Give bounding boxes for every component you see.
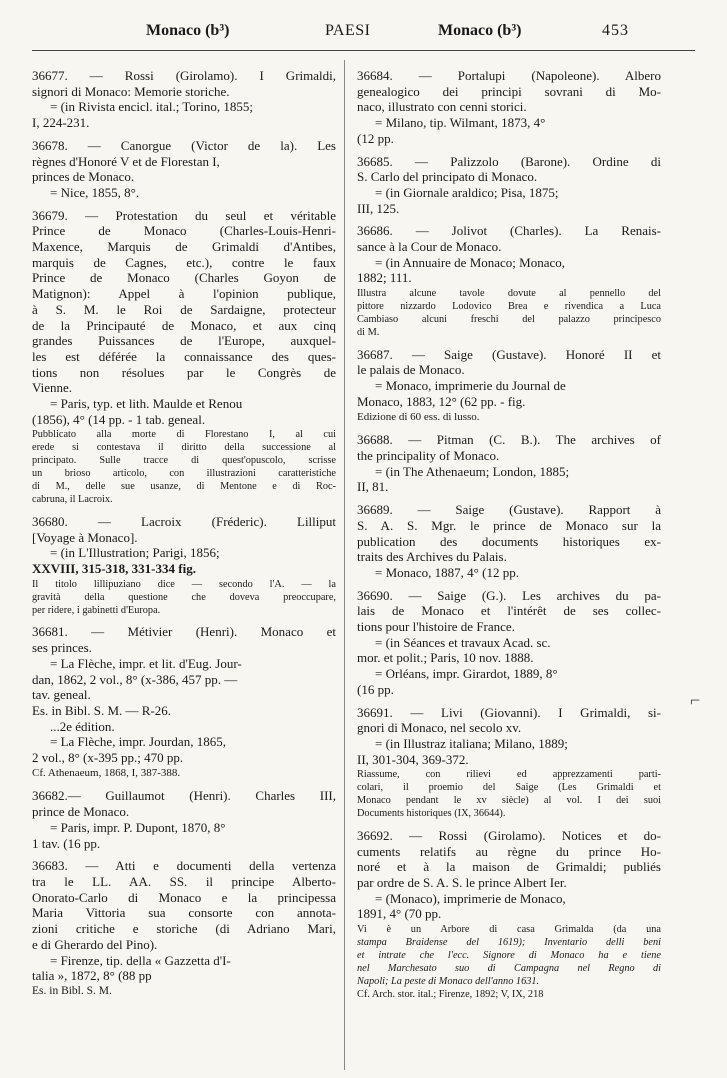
entry-line: à S. M. le Roi de Sardaigne, protecteur (32, 301, 336, 317)
entry-36679 (32, 208, 336, 507)
note-line: Napoli; La peste di Monaco dell'anno 1631. (357, 975, 540, 987)
entry-line: = Milano, tip. Wilmant, 1873, 4° (375, 115, 546, 131)
margin-pencil-mark: ⌐ (690, 690, 701, 710)
entry-line: = (Monaco), imprimerie de Monaco, (375, 890, 566, 906)
header-left-title: Monaco (b³) (146, 22, 230, 39)
entry-line: 36684. — Portalupi (Napoleone). Albero (357, 68, 661, 83)
entry-line: cuments relatifs au règne du prince Ho- (357, 843, 661, 859)
entry-line: Prince de Monaco (Charles-Louis-Henri- (32, 223, 336, 239)
entry-line: (12 pp. (357, 130, 394, 146)
entry-line: le palais de Monaco. (357, 362, 465, 378)
entry-line: publication des documents historiques ex- (357, 533, 661, 549)
entry-line: dan, 1862, 2 vol., 8° (x-386, 457 pp. — (32, 671, 238, 687)
note-line: cabruna, il Lacroix. (32, 494, 113, 505)
entry-36683 (32, 858, 336, 999)
entry-line: par ordre de S. A. S. le prince Albert Ier. (357, 875, 567, 891)
entry-line: (16 pp. (357, 681, 394, 697)
right-column (357, 68, 661, 1009)
entry-line: 36691. — Livi (Giovanni). I Grimaldi, si- (357, 704, 661, 720)
entry-line: II, 81. (357, 479, 389, 495)
entry-36691 (357, 705, 661, 821)
entry-line: Es. in Bibl. S. M. (32, 984, 112, 997)
entry-line: Maria Vittoria sua consorte con annota- (32, 905, 336, 921)
entry-note (357, 769, 661, 821)
entry-line: 36686. — Jolivot (Charles). La Renais- (357, 223, 661, 239)
entry-line: I, 224-231. (32, 115, 90, 131)
entry-line: 1891, 4° (70 pp. (357, 906, 442, 922)
entry-line: = Firenze, tip. della « Gazzetta d'I- (50, 952, 231, 968)
entry-line: tions pour l'histoire de France. (357, 619, 515, 635)
entry-line: Monaco, 1883, 12° (62 pp. - fig. (357, 393, 526, 409)
entry-36688 (357, 432, 661, 495)
note-line: et intrate che l'ecc. Signore di Monaco ha e tiene (357, 950, 661, 961)
entry-36690 (357, 588, 661, 698)
entry-line: règnes d'Honoré V et de Florestan I, (32, 153, 220, 169)
note-line: colari, il proemio del Saige (Les Grimaldi et (357, 782, 661, 794)
entry-line: 36677. — Rossi (Girolamo). I Grimaldi, (32, 68, 336, 83)
entry-line: [Voyage à Monaco]. (32, 529, 138, 545)
entry-line: = (in L'Illustration; Parigi, 1856; (50, 545, 220, 561)
entry-line: = Nice, 1855, 8°. (50, 184, 140, 200)
entry-line: 36685. — Palizzolo (Barone). Ordine di (357, 153, 661, 169)
entry-line: = Paris, impr. P. Dupont, 1870, 8° (50, 819, 226, 835)
entry-line: Prince de Monaco (Charles Goyon de (32, 270, 336, 286)
entry-line: zioni critiche e storiche (di Adriano Mari, (32, 921, 336, 937)
entry-line: the principality of Monaco. (357, 447, 500, 463)
entry-line: ...2e édition. (50, 718, 115, 734)
entry-line: mor. et polit.; Paris, 10 nov. 1888. (357, 650, 534, 666)
note-line: Riassume, con rilievi ed apprezzamenti parti- (357, 769, 661, 781)
entry-line: 36683. — Atti e documenti della vertenza (32, 858, 336, 874)
entry-line: prince de Monaco. (32, 804, 130, 820)
note-line: un brioso articolo, con illustrazioni caratteristiche (32, 468, 336, 480)
entry-line: marquis de Cagnes, etc.), contre le faux (32, 254, 336, 270)
running-header (0, 22, 727, 46)
entry-line: = (in Rivista encicl. ital.; Torino, 1855; (50, 99, 253, 115)
entry-line: = Monaco, imprimerie du Journal de (375, 378, 566, 394)
entry-36682 (32, 788, 336, 851)
entry-line: princes de Monaco. (32, 169, 135, 185)
note-line: Monaco pendant le xv siècle) al vol. I dei suoi (357, 795, 661, 807)
entry-line: genealogico dei principi sovrani di Mo- (357, 83, 661, 99)
entry-line: = (in Giornale araldico; Pisa, 1875; (375, 184, 559, 200)
entry-line: traits des Archives du Palais. (357, 549, 507, 565)
entry-line: noré et à la maison de Grimaldi; publiés (357, 859, 661, 875)
note-line: per ridere, i gabinetti d'Europa. (32, 604, 161, 616)
entry-line: gnori di Monaco, nel secolo xv. (357, 720, 522, 736)
entry-36687 (357, 347, 661, 426)
entry-line: = (in Séances et travaux Acad. sc. (375, 634, 551, 650)
note-line: di M., delle sue usanze, di Mentone e di Roc- (32, 481, 336, 493)
entry-line: 36680. — Lacroix (Fréderic). Lilliput (32, 513, 336, 529)
entry-note (357, 924, 661, 1001)
entry-line: = Paris, typ. et lith. Maulde et Renou (50, 396, 243, 412)
entry-36678 (32, 138, 336, 201)
entry-line: Onorato-Carlo di Monaco e la principessa (32, 889, 336, 905)
note-line: gravità della questione che doveva preoccupare, (32, 591, 336, 603)
page-number: 453 (602, 22, 629, 39)
entry-36680 (32, 514, 336, 618)
entry-line: III, 125. (357, 200, 400, 216)
entry-36684 (357, 68, 661, 147)
column-divider (344, 60, 345, 1070)
entry-36681 (32, 624, 336, 781)
header-right-title: Monaco (b³) (438, 22, 522, 39)
entry-line: 36692. — Rossi (Girolamo). Notices et do- (357, 827, 661, 843)
entry-line: S. Carlo del principato di Monaco. (357, 169, 538, 185)
entry-line: 36690. — Saige (G.). Les archives du pa- (357, 587, 661, 603)
entry-line: = (in Annuaire de Monaco; Monaco, (375, 254, 566, 270)
entry-line: sance à la Cour de Monaco. (357, 239, 502, 255)
note-line: Documents historiques (IX, 36644). (357, 808, 506, 820)
entry-line: 36687. — Saige (Gustave). Honoré II et (357, 346, 661, 362)
entry-line: 1882; 111. (357, 270, 412, 286)
entry-line: les est déférée la connaissance des ques- (32, 348, 336, 364)
entry-line: Es. in Bibl. S. M. — R-26. (32, 702, 172, 718)
entry-line: de la Principauté de Monaco, et aux cinq (32, 317, 336, 333)
entry-line: tra le LL. AA. SS. il principe Alberto- (32, 873, 336, 889)
entry-line: ses princes. (32, 640, 92, 656)
entry-line: talia », 1872, 8° (88 pp (32, 968, 152, 984)
note-line: di M. (357, 326, 380, 338)
entry-note (32, 429, 336, 506)
entry-line: grandes Puissances de l'Europe, auxquel- (32, 333, 336, 349)
entry-line: = La Flèche, impr. Jourdan, 1865, (50, 734, 226, 750)
entry-line: XXVIII, 315-318, 331-334 fig. (32, 561, 196, 577)
entry-line: signori di Monaco: Memorie storiche. (32, 83, 230, 99)
note-line: nel Marchesato suo di Campagna nel Regno di (357, 962, 661, 974)
entry-line: Matignon): Appel à l'opinion publique, (32, 286, 336, 302)
entry-line: = (in The Athenaeum; London, 1885; (375, 463, 570, 479)
entry-line: (1856), 4° (14 pp. - 1 tab. geneal. (32, 411, 206, 427)
entry-line: naco, illustrato con cenni storici. (357, 99, 527, 115)
entry-36686 (357, 223, 661, 339)
entry-line: Vienne. (32, 380, 73, 396)
entry-line: = La Flèche, impr. et lit. d'Eug. Jour- (50, 655, 242, 671)
entry-note (32, 579, 336, 618)
entry-line: 36682.— Guillaumot (Henri). Charles III, (32, 788, 336, 804)
entry-note (357, 288, 661, 340)
note-line: Vi è un Arbore di casa Grimalda (da una (357, 924, 661, 936)
entry-line: Edizione di 60 ess. di lusso. (357, 410, 480, 423)
note-line: Il titolo lillipuziano dice — secondo l'A. — la (32, 578, 336, 590)
note-line: Cambiaso alcuni freschi del palazzo principesco (357, 313, 661, 325)
note-line: erede si contestava il diritto della successione al (32, 442, 336, 454)
entry-36677 (32, 68, 336, 131)
entry-line: = Monaco, 1887, 4° (12 pp. (375, 564, 519, 580)
entry-line: 2 vol., 8° (x-395 pp.; 470 pp. (32, 750, 184, 766)
entry-line: = (in Illustraz italiana; Milano, 1889; (375, 735, 568, 751)
left-column (32, 68, 336, 1007)
entry-line: Maxence, Marquis de Grimaldi d'Antibes, (32, 239, 336, 255)
entry-line: II, 301-304, 369-372. (357, 751, 469, 767)
entry-line: 36679. — Protestation du seul et véritable (32, 207, 336, 223)
entry-line: 36689. — Saige (Gustave). Rapport à (357, 502, 661, 518)
entry-line: lais de Monaco et l'intérêt de ses collec- (357, 603, 661, 619)
header-rule (32, 50, 695, 51)
entry-36689 (357, 502, 661, 581)
note-line: stampa Braidense del 1619); Inventario delli beni (357, 937, 661, 949)
header-section: PAESI (325, 22, 371, 39)
entry-36692 (357, 828, 661, 1002)
entry-line: 36681. — Métivier (Henri). Monaco et (32, 624, 336, 640)
note-line: Cf. Arch. stor. ital.; Firenze, 1892; V, IX, 218 (357, 988, 544, 1000)
note-line: Pubblicato alla morte di Florestano I, al cui (32, 429, 336, 441)
note-line: principato. Sulle tracce di quest'opuscolo, scrisse (32, 455, 336, 467)
entry-line: Cf. Athenaeum, 1868, I, 387-388. (32, 766, 181, 779)
entry-line: 36688. — Pitman (C. B.). The archives of (357, 432, 661, 448)
entry-line: 36678. — Canorgue (Victor de la). Les (32, 137, 336, 153)
entry-line: 1 tav. (16 pp. (32, 835, 101, 851)
entry-line: tav. geneal. (32, 687, 91, 703)
entry-line: tions non résolues par le Congrès de (32, 364, 336, 380)
entry-line: S. A. S. Mgr. le prince de Monaco sur la (357, 517, 661, 533)
entry-line: e di Gherardo del Pino). (32, 936, 158, 952)
note-line: pittore nizzardo Lodovico Brea e rivendica a Luca (357, 301, 661, 313)
entry-line: = Orléans, impr. Girardot, 1889, 8° (375, 666, 558, 682)
note-line: Illustra alcune tavole dovute al pennello del (357, 288, 661, 300)
entry-36685 (357, 154, 661, 217)
